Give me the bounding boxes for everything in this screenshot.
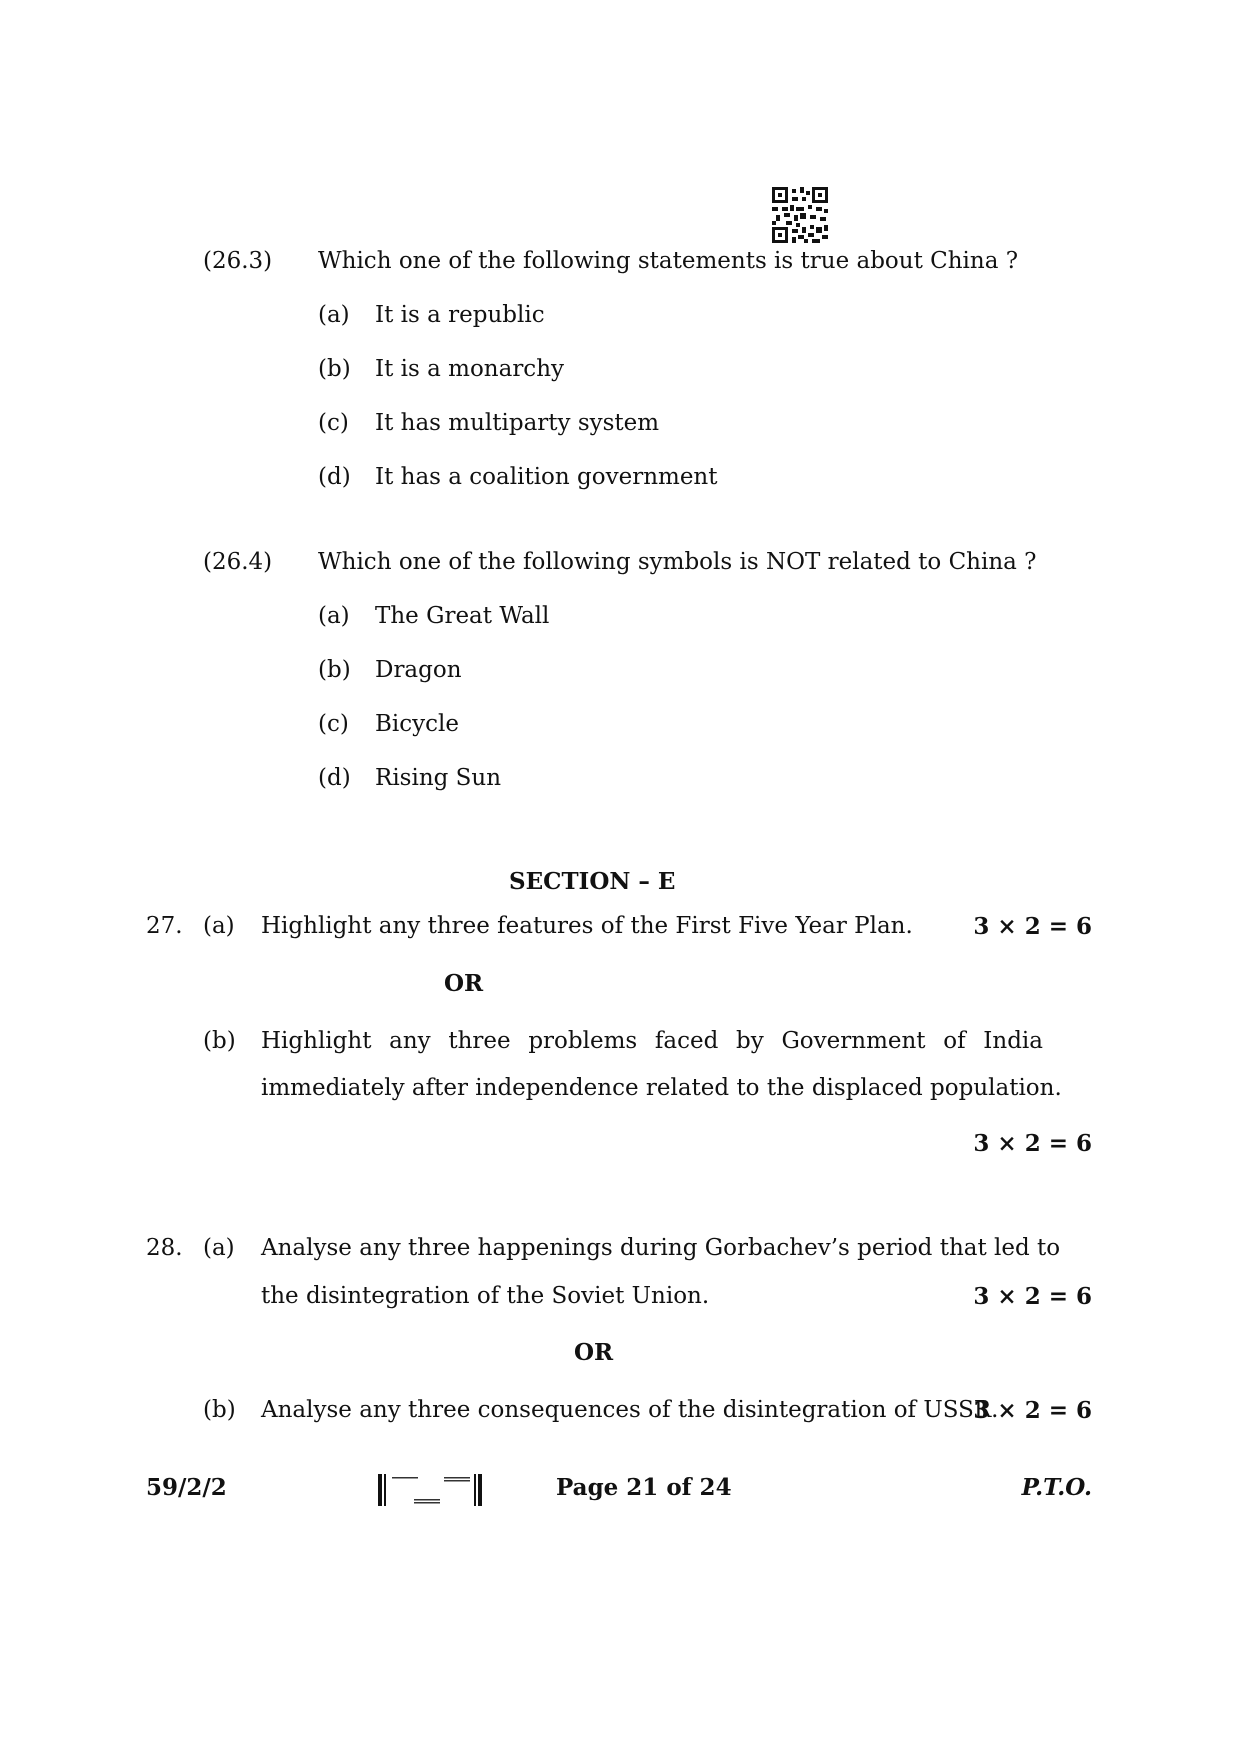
question-27-b-label: (b) <box>203 1028 236 1054</box>
word: three <box>448 1028 511 1054</box>
option-label: (b) <box>318 356 351 382</box>
option-text: Rising Sun <box>375 765 502 791</box>
option-label: (c) <box>318 711 349 737</box>
word: Government <box>781 1028 926 1054</box>
question-26-4-number: (26.4) <box>203 549 273 575</box>
or-divider: OR <box>574 1339 614 1366</box>
option-label: (d) <box>318 464 351 490</box>
or-divider: OR <box>444 970 484 997</box>
qr-code-icon <box>772 187 828 243</box>
question-26-4-text: Which one of the following symbols is NOT related to China ? <box>318 549 1037 575</box>
question-27-b-line-1 <box>261 1028 1043 1054</box>
barcode-icon <box>378 1474 482 1506</box>
option-text: It is a monarchy <box>375 356 564 382</box>
question-28-a-line-1: Analyse any three happenings during Gorbachev’s period that led to <box>261 1235 1061 1261</box>
paper-code: 59/2/2 <box>146 1474 227 1501</box>
marks: 3 × 2 = 6 <box>973 1397 1092 1424</box>
question-27-a-text: Highlight any three features of the First Five Year Plan. <box>261 913 913 939</box>
word: problems <box>528 1028 638 1054</box>
question-28-number: 28. <box>146 1235 183 1261</box>
question-27-b-line-2: immediately after independence related to the displaced population. <box>261 1075 1062 1101</box>
marks: 3 × 2 = 6 <box>973 1283 1092 1310</box>
word: of <box>943 1028 966 1054</box>
word: faced <box>654 1028 719 1054</box>
question-28-b-text: Analyse any three consequences of the disintegration of USSR. <box>261 1397 999 1423</box>
question-26-3-text: Which one of the following statements is true about China ? <box>318 248 1019 274</box>
question-27-a-label: (a) <box>203 913 235 939</box>
question-28-a-line-2: the disintegration of the Soviet Union. <box>261 1283 710 1309</box>
option-label: (a) <box>318 603 350 629</box>
question-26-3-number: (26.3) <box>203 248 273 274</box>
word: Highlight <box>261 1028 372 1054</box>
option-text: It has a coalition government <box>375 464 718 490</box>
marks: 3 × 2 = 6 <box>973 1130 1092 1157</box>
marks: 3 × 2 = 6 <box>973 913 1092 940</box>
option-label: (b) <box>318 657 351 683</box>
question-28-b-label: (b) <box>203 1397 236 1423</box>
word: India <box>983 1028 1043 1054</box>
section-heading: SECTION – E <box>509 868 676 895</box>
option-text: It is a republic <box>375 302 545 328</box>
option-text: Bicycle <box>375 711 459 737</box>
question-27-number: 27. <box>146 913 183 939</box>
option-label: (d) <box>318 765 351 791</box>
option-text: It has multiparty system <box>375 410 660 436</box>
option-text: Dragon <box>375 657 462 683</box>
word: by <box>736 1028 764 1054</box>
option-label: (c) <box>318 410 349 436</box>
question-28-a-label: (a) <box>203 1235 235 1261</box>
pto-label: P.T.O. <box>1021 1474 1092 1501</box>
page-number: Page 21 of 24 <box>556 1474 732 1501</box>
word: any <box>389 1028 431 1054</box>
option-text: The Great Wall <box>375 603 550 629</box>
option-label: (a) <box>318 302 350 328</box>
